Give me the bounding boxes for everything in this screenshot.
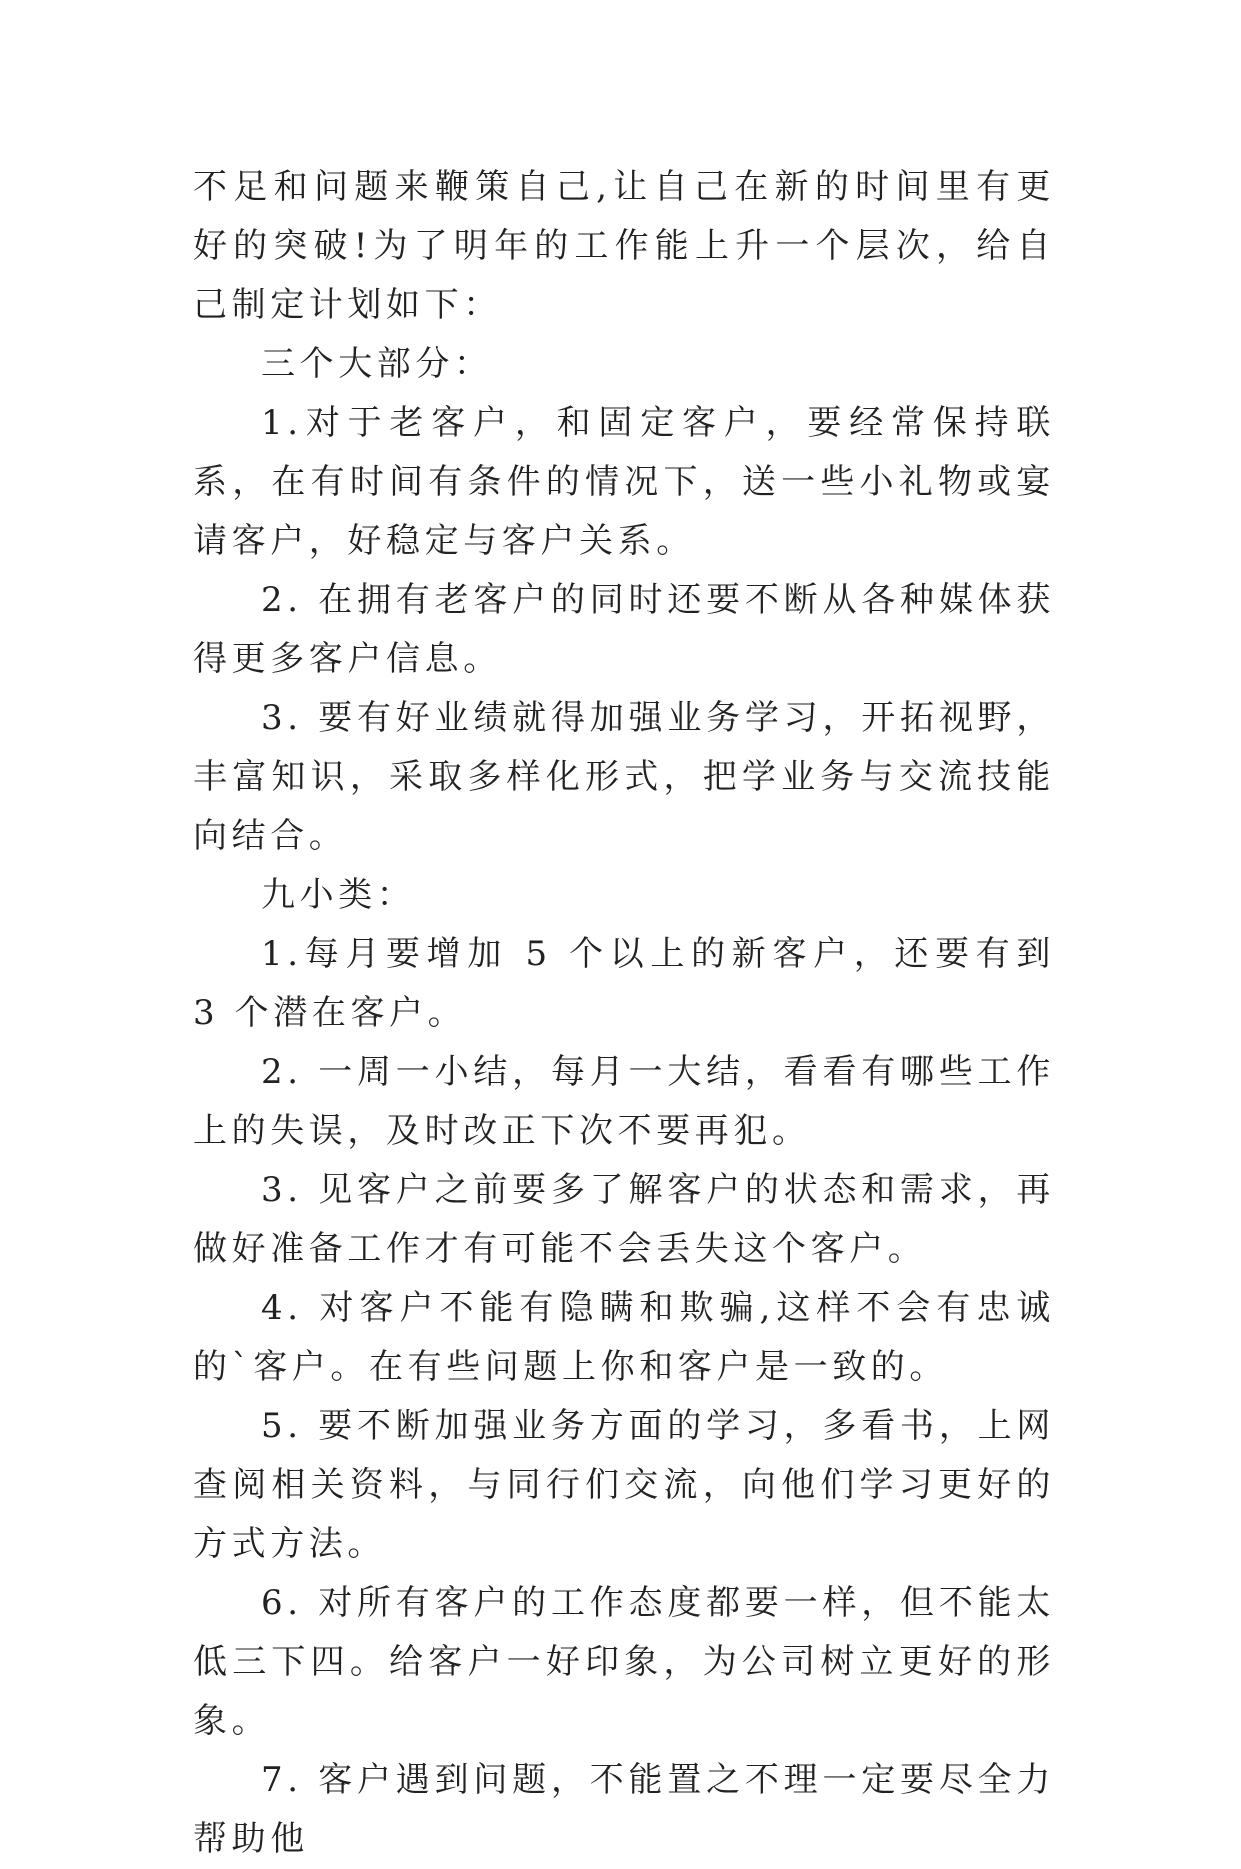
paragraph-item-2: 2. 在拥有老客户的同时还要不断从各种媒体获得更多客户信息。: [193, 580, 1055, 679]
paragraph-category-1: 1.每月要增加 5 个以上的新客户，还要有到 3 个潜在客户。: [193, 934, 1055, 1033]
paragraph-1: 不足和问题来鞭策自己,让自己在新的时间里有更好的突破!为了明年的工作能上升一个层次，给自己制定计划如下：: [193, 167, 1055, 325]
paragraph-item-1: 1.对于老客户，和固定客户，要经常保持联系，在有时间有条件的情况下，送一些小礼物或宴请客户，好稳定与客户关系。: [193, 403, 1055, 561]
paragraph-category-7: 7. 客户遇到问题，不能置之不理一定要尽全力帮助他: [193, 1760, 1055, 1859]
section-heading-three-parts: 三个大部分：: [261, 344, 493, 384]
document-body: [193, 158, 1055, 1869]
paragraph-category-5: 5. 要不断加强业务方面的学习，多看书，上网查阅相关资料，与同行们交流，向他们学习更好的方式方法。: [193, 1406, 1055, 1564]
section-heading-nine-categories: 九小类：: [261, 875, 416, 915]
paragraph-category-3: 3. 见客户之前要多了解客户的状态和需求，再做好准备工作才有可能不会丢失这个客户。: [193, 1170, 1055, 1269]
paragraph-item-3: 3. 要有好业绩就得加强业务学习，开拓视野，丰富知识，采取多样化形式，把学业务与交流技能向结合。: [193, 698, 1055, 856]
paragraph-category-4: 4. 对客户不能有隐瞒和欺骗,这样不会有忠诚的`客户。在有些问题上你和客户是一致的。: [193, 1288, 1055, 1387]
paragraph-category-6: 6. 对所有客户的工作态度都要一样，但不能太低三下四。给客户一好印象，为公司树立更好的形象。: [193, 1583, 1055, 1741]
paragraph-category-2: 2. 一周一小结，每月一大结，看看有哪些工作上的失误，及时改正下次不要再犯。: [193, 1052, 1055, 1151]
